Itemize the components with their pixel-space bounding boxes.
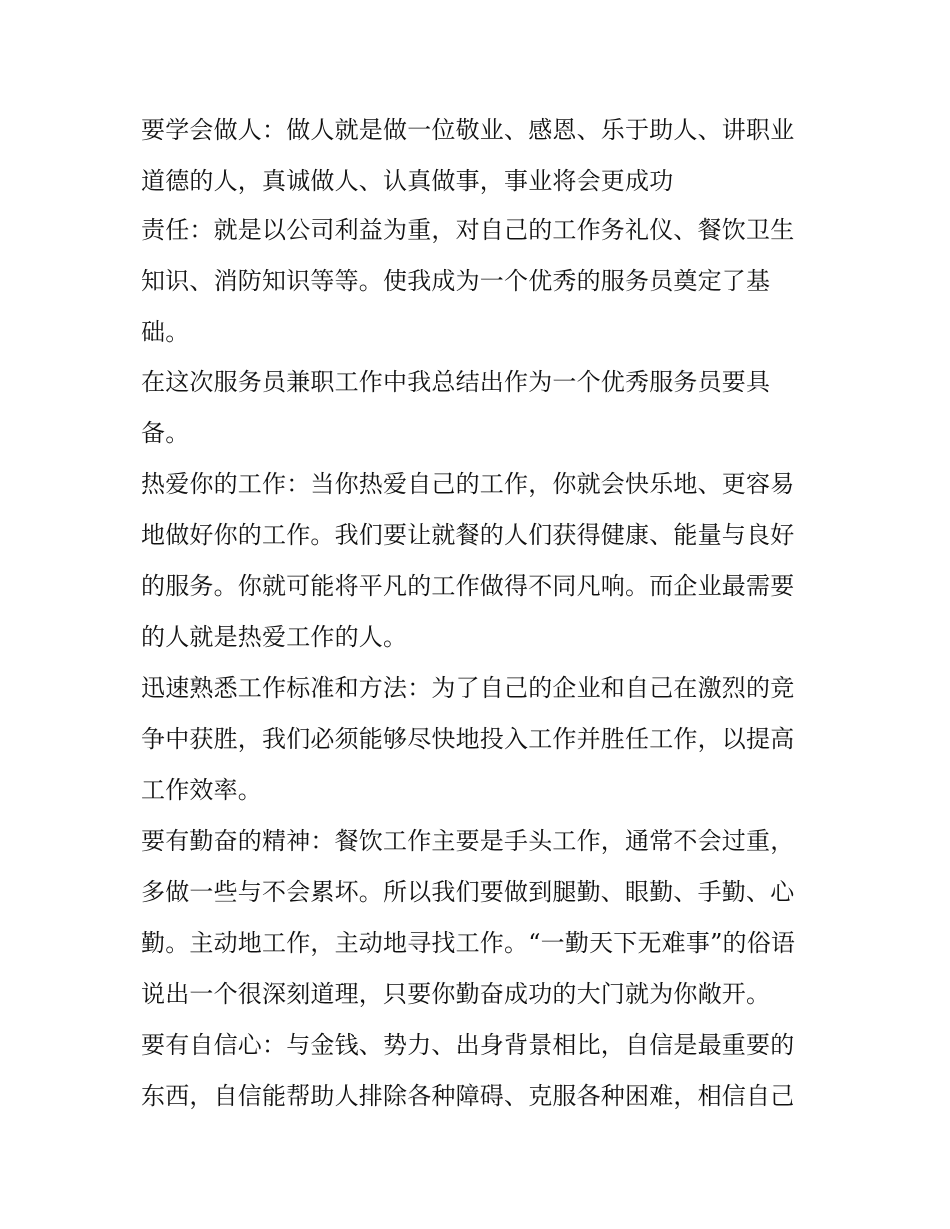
- text-line: 责任：就是以公司利益为重，对自己的工作务礼仪、餐饮卫生: [141, 216, 795, 244]
- text-line: 争中获胜，我们必须能够尽快地投入工作并胜任工作，以提高: [141, 725, 795, 753]
- text-line: 要有自信心：与金钱、势力、出身背景相比，自信是最重要的: [141, 1031, 795, 1059]
- text-line: 的人就是热爱工作的人。: [141, 623, 408, 651]
- text-line: 热爱你的工作：当你热爱自己的工作，你就会快乐地、更容易: [141, 470, 795, 498]
- text-line: 地做好你的工作。我们要让就餐的人们获得健康、能量与良好: [141, 521, 795, 549]
- text-line: 工作效率。: [141, 776, 262, 804]
- text-line: 础。: [141, 318, 190, 346]
- text-line: 迅速熟悉工作标准和方法：为了自己的企业和自己在激烈的竞: [141, 674, 795, 702]
- text-line: 多做一些与不会累坏。所以我们要做到腿勤、眼勤、手勤、心: [141, 878, 795, 906]
- text-line: 道德的人，真诚做人、认真做事，事业将会更成功: [141, 167, 674, 195]
- text-line: 的服务。你就可能将平凡的工作做得不同凡响。而企业最需要: [141, 572, 795, 600]
- text-line: 东西，自信能帮助人排除各种障碍、克服各种困难，相信自己: [141, 1082, 795, 1110]
- text-line: 要有勤奋的精神：餐饮工作主要是手头工作，通常不会过重，: [141, 827, 795, 855]
- text-line: 说出一个很深刻道理，只要你勤奋成功的大门就为你敞开。: [141, 980, 771, 1008]
- text-line: 在这次服务员兼职工作中我总结出作为一个优秀服务员要具: [141, 368, 771, 396]
- text-line: 备。: [141, 419, 190, 447]
- text-line: 要学会做人：做人就是做一位敬业、感恩、乐于助人、讲职业: [141, 116, 795, 144]
- text-line: 知识、消防知识等等。使我成为一个优秀的服务员奠定了基: [141, 267, 771, 295]
- text-line: 勤。主动地工作，主动地寻找工作。“一勤天下无难事”的俗语: [141, 929, 796, 957]
